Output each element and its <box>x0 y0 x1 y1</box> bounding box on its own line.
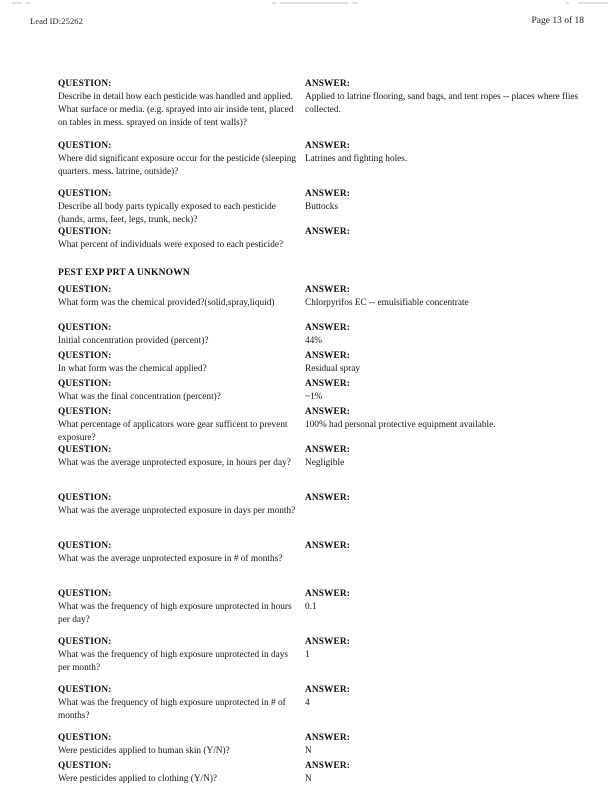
answer-label: ANSWER: <box>305 79 350 89</box>
question-label: QUESTION: <box>58 285 112 295</box>
answer-label: ANSWER: <box>305 189 350 199</box>
answer-cell <box>305 684 585 710</box>
question-label: QUESTION: <box>58 141 112 151</box>
answer-text: 44% <box>305 335 323 346</box>
question-label: QUESTION: <box>58 323 112 333</box>
question-label: QUESTION: <box>58 541 112 551</box>
question-text: What was the average unprotected exposure in # of months? <box>58 553 283 564</box>
lead-id: Lead ID:25262 <box>30 16 83 26</box>
question-text: Were pesticides applied to clothing (Y/N)? <box>58 773 218 784</box>
question-label: QUESTION: <box>58 493 112 503</box>
answer-cell <box>305 588 585 614</box>
question-label: QUESTION: <box>58 189 112 199</box>
answer-label: ANSWER: <box>305 351 350 361</box>
question-text: Describe all body parts typically exposed to each pesticide (hands, arms, feet, legs, trunk, neck)? <box>58 201 276 225</box>
question-cell <box>58 760 298 786</box>
answer-cell <box>305 226 585 239</box>
scan-edge-artifacts <box>0 0 612 6</box>
answer-label: ANSWER: <box>305 541 350 551</box>
question-cell <box>58 684 298 723</box>
answer-text: 0.1 <box>305 601 317 612</box>
answer-text: 100% had personal protective equipment available. <box>305 419 496 430</box>
answer-text: Negligible <box>305 457 345 468</box>
answer-label: ANSWER: <box>305 589 350 599</box>
answer-text: N <box>305 745 312 756</box>
question-cell <box>58 226 298 252</box>
answer-label: ANSWER: <box>305 407 350 417</box>
answer-cell <box>305 540 585 553</box>
answer-cell <box>305 492 585 505</box>
answer-cell <box>305 350 585 376</box>
answer-text: Applied to latrine flooring, sand bags, and tent ropes -- places where flies collected. <box>305 91 579 115</box>
answer-cell <box>305 444 585 470</box>
question-text: Were pesticides applied to human skin (Y/N)? <box>58 745 230 756</box>
answer-cell <box>305 406 585 432</box>
question-label: QUESTION: <box>58 379 112 389</box>
answer-cell <box>305 78 585 117</box>
question-cell <box>58 322 298 348</box>
question-cell <box>58 444 298 470</box>
answer-label: ANSWER: <box>305 637 350 647</box>
answer-label: ANSWER: <box>305 761 350 771</box>
answer-label: ANSWER: <box>305 285 350 295</box>
question-cell <box>58 284 298 310</box>
answer-text: 4 <box>305 697 310 708</box>
question-label: QUESTION: <box>58 227 112 237</box>
answer-text: Residual spray <box>305 363 360 374</box>
answer-cell <box>305 188 585 214</box>
question-cell <box>58 378 298 404</box>
question-cell <box>58 492 298 518</box>
question-cell <box>58 406 298 445</box>
answer-text: 1 <box>305 649 310 660</box>
section-heading: PEST EXP PRT A UNKNOWN <box>58 268 190 278</box>
answer-text: ~1% <box>305 391 323 402</box>
question-label: QUESTION: <box>58 589 112 599</box>
answer-cell <box>305 760 585 786</box>
answer-label: ANSWER: <box>305 733 350 743</box>
question-text: What was the frequency of high exposure unprotected in hours per day? <box>58 601 292 625</box>
question-text: What was the average unprotected exposure in days per month? <box>58 505 296 516</box>
question-cell <box>58 140 298 179</box>
answer-cell <box>305 140 585 166</box>
question-text: What was the average unprotected exposure, in hours per day? <box>58 457 291 468</box>
question-label: QUESTION: <box>58 761 112 771</box>
answer-cell <box>305 322 585 348</box>
question-cell <box>58 540 298 566</box>
answer-label: ANSWER: <box>305 445 350 455</box>
question-text: What was the final concentration (percent)? <box>58 391 221 402</box>
question-label: QUESTION: <box>58 637 112 647</box>
question-text: In what form was the chemical applied? <box>58 363 207 374</box>
answer-cell <box>305 378 585 404</box>
question-cell <box>58 636 298 675</box>
page-header <box>0 16 612 32</box>
answer-text: Chlorpyrifos EC -- emulsifiable concentrate <box>305 297 469 308</box>
question-cell <box>58 732 298 758</box>
answer-label: ANSWER: <box>305 685 350 695</box>
answer-label: ANSWER: <box>305 323 350 333</box>
answer-label: ANSWER: <box>305 493 350 503</box>
question-text: What was the frequency of high exposure unprotected in days per month? <box>58 649 289 673</box>
answer-text: N <box>305 773 312 784</box>
answer-label: ANSWER: <box>305 379 350 389</box>
question-label: QUESTION: <box>58 445 112 455</box>
answer-label: ANSWER: <box>305 227 350 237</box>
question-text: Where did significant exposure occur for the pesticide (sleeping quarters. mess. latrine, outside)? <box>58 153 297 177</box>
question-label: QUESTION: <box>58 733 112 743</box>
question-cell <box>58 350 298 376</box>
answer-label: ANSWER: <box>305 141 350 151</box>
question-text: What percentage of applicators wore gear sufficent to prevent exposure? <box>58 419 288 443</box>
question-cell <box>58 78 298 130</box>
question-text: Describe in detail how each pesticide was handled and applied. What surface or media. (e.g. sprayed into air inside tent, placed on tables in mess. sprayed on inside of tent walls)? <box>58 91 294 128</box>
question-cell <box>58 188 298 227</box>
question-text: What percent of individuals were exposed to each pesticide? <box>58 239 284 250</box>
page-number: Page 13 of 18 <box>531 16 584 26</box>
answer-cell <box>305 732 585 758</box>
question-label: QUESTION: <box>58 351 112 361</box>
answer-text: Buttocks <box>305 201 339 212</box>
question-text: What form was the chemical provided?(solid,spray,liquid) <box>58 297 275 308</box>
question-text: Initial concentration provided (percent)? <box>58 335 209 346</box>
question-text: What was the frequency of high exposure unprotected in # of months? <box>58 697 286 721</box>
question-label: QUESTION: <box>58 79 112 89</box>
question-cell <box>58 588 298 627</box>
answer-cell <box>305 284 585 310</box>
answer-cell <box>305 636 585 662</box>
question-label: QUESTION: <box>58 407 112 417</box>
answer-text: Latrines and fighting holes. <box>305 153 408 164</box>
question-label: QUESTION: <box>58 685 112 695</box>
